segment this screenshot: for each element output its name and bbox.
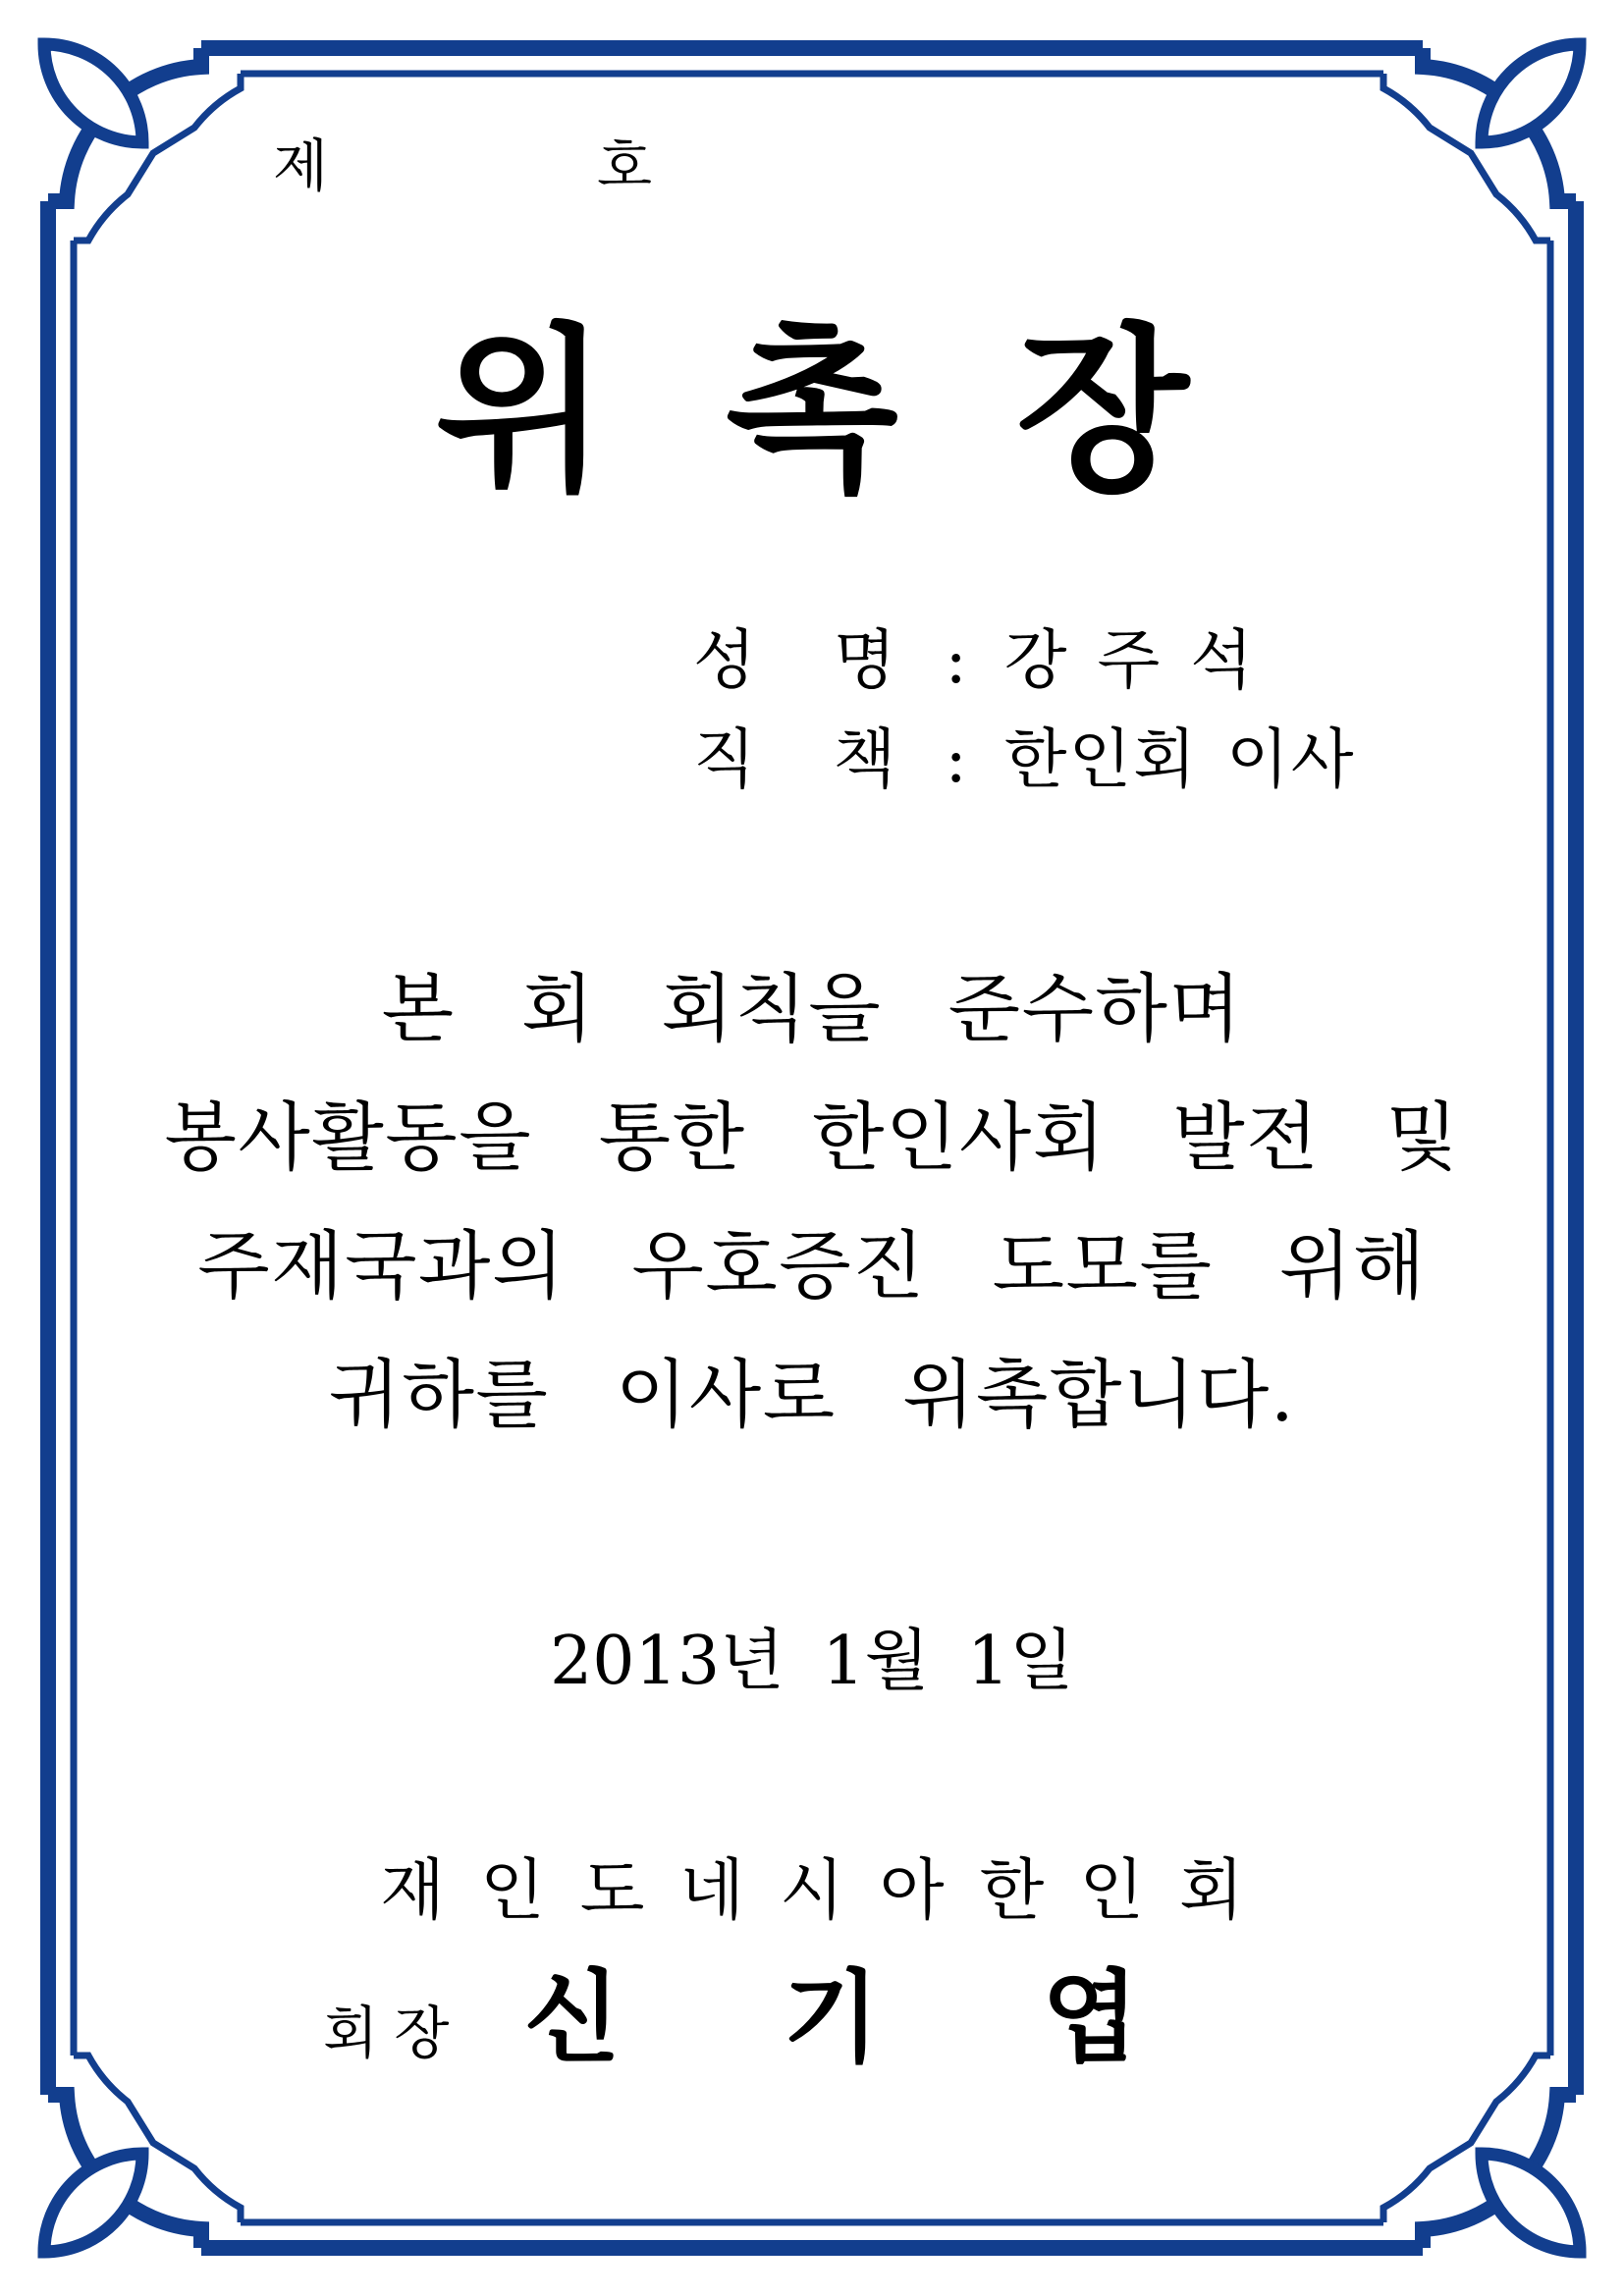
recipient-name-row: [693, 611, 1356, 710]
serial-prefix: 제: [273, 133, 331, 199]
signer-name: 신기엽: [523, 1959, 1301, 2077]
name-value: 강 주 석: [1003, 622, 1255, 698]
organization-name: [0, 1838, 1624, 1933]
body-line: 봉사활동을 통한 한인사회 발전 및: [164, 1094, 1460, 1181]
serial-suffix: 호: [597, 133, 655, 199]
body-line: 주재국과의 우호증진 도모를 위해: [197, 1222, 1427, 1309]
recipient-position-row: [693, 710, 1356, 809]
body-line: 본 회 회칙을 준수하며: [381, 965, 1243, 1052]
corner-leaf-ornament-icon: [1383, 2056, 1580, 2252]
name-label: 성 명: [693, 622, 896, 698]
body-line: 귀하를 이사로 위촉합니다.: [328, 1351, 1296, 1438]
corner-leaf-ornament-icon: [44, 2056, 241, 2252]
position-colon: :: [945, 721, 967, 797]
certificate-title-text: 위촉장: [435, 305, 1307, 515]
signature-line: [0, 1939, 1624, 2082]
issue-date: 2013년 1월 1일: [550, 1623, 1074, 1700]
certificate-title: [0, 273, 1624, 548]
body-text: [0, 944, 1624, 1459]
recipient-block: [693, 611, 1356, 809]
position-value: 한인회 이사: [1003, 721, 1356, 797]
organization-name-text: 재인도네시아한인회: [380, 1852, 1279, 1930]
corner-leaf-ornament-icon: [1383, 44, 1580, 240]
serial-number-line: [273, 120, 654, 202]
position-label: 직 책: [693, 721, 896, 797]
signer-title: 회장: [323, 2000, 465, 2066]
name-colon: :: [945, 622, 967, 698]
corner-leaf-ornament-icon: [44, 44, 241, 240]
signature-inner: [323, 1939, 1301, 2082]
